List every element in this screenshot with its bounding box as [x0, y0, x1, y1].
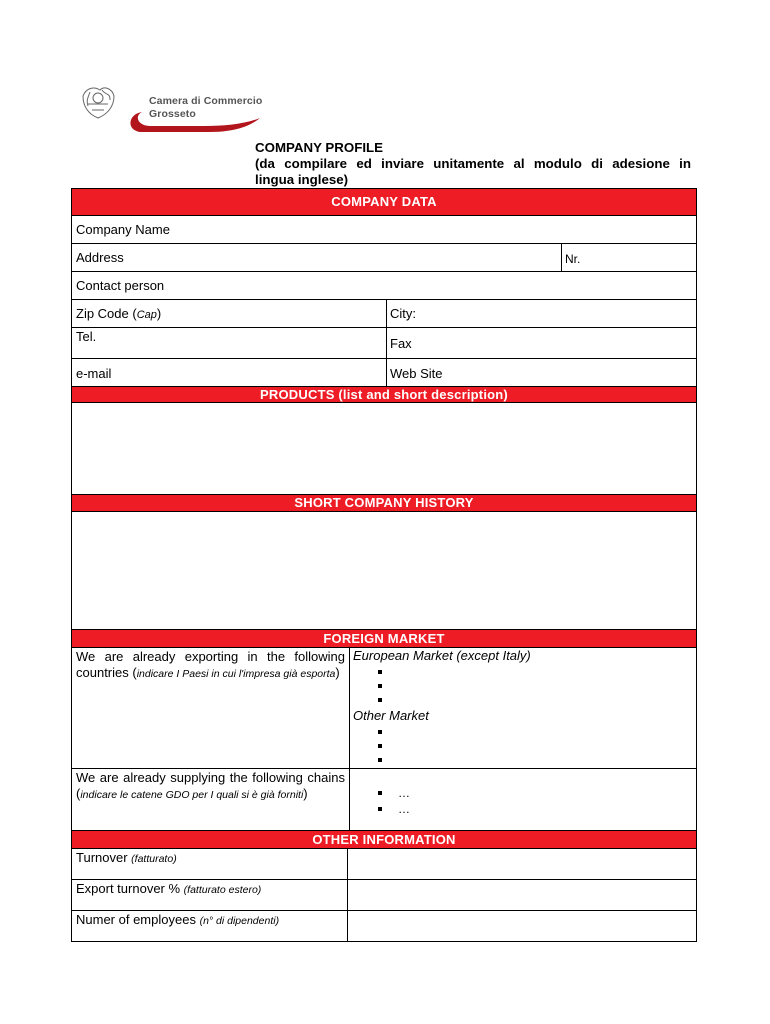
bullet-icon — [378, 744, 382, 748]
turnover-label — [72, 849, 347, 879]
web-site-field[interactable] — [386, 359, 696, 386]
exporting-text: We are already exporting in the following countries ( — [76, 649, 345, 680]
european-market-list — [353, 664, 692, 706]
bullet-icon — [378, 698, 382, 702]
export-turnover-text: Export turnover % — [76, 881, 181, 896]
turnover-field[interactable] — [347, 849, 696, 879]
turnover-note: (fatturato) — [131, 853, 177, 865]
city-label: City: — [390, 306, 416, 321]
logo-line-1: Camera di Commercio — [149, 95, 263, 107]
exporting-label — [72, 648, 349, 768]
zip-cap-note: Cap — [136, 309, 157, 321]
city-field[interactable] — [386, 300, 696, 327]
bullet-icon — [378, 758, 382, 762]
employees-field[interactable] — [347, 911, 696, 941]
company-history-textarea[interactable] — [71, 511, 697, 629]
chain-item-text: … — [398, 786, 410, 800]
list-item[interactable] — [353, 724, 692, 738]
employees-label — [72, 911, 347, 941]
email-web-row — [71, 358, 697, 386]
address-row — [71, 243, 697, 271]
page-title — [255, 140, 691, 188]
logo-text — [149, 95, 262, 121]
tel-field[interactable] — [72, 328, 386, 358]
zip-close: ) — [156, 306, 162, 321]
exporting-row — [71, 647, 697, 768]
zip-code-label: Zip Code ( — [76, 306, 137, 321]
fax-label: Fax — [390, 336, 412, 351]
email-label: e-mail — [76, 366, 112, 381]
supplying-row — [71, 768, 697, 830]
chain-item-text: … — [398, 802, 410, 816]
company-name-row[interactable] — [71, 215, 697, 243]
turnover-text: Turnover — [76, 850, 128, 865]
web-site-label: Web Site — [390, 366, 443, 381]
logo-line-2: Grosseto — [149, 108, 196, 120]
email-field[interactable] — [72, 359, 386, 386]
address-field[interactable] — [72, 244, 561, 271]
supplying-text: We are already supplying the following chains ( — [76, 770, 345, 801]
other-market-list — [353, 724, 692, 766]
supplying-label — [72, 769, 349, 830]
products-textarea[interactable] — [71, 402, 697, 494]
tel-fax-row — [71, 327, 697, 358]
section-products: PRODUCTS (list and short description) — [71, 386, 697, 402]
employees-note: (n° di dipendenti) — [199, 915, 280, 927]
contact-person-row[interactable] — [71, 271, 697, 299]
company-profile-form — [71, 188, 697, 942]
list-item[interactable] — [353, 785, 692, 801]
employees-row — [71, 910, 697, 942]
bullet-icon — [378, 670, 382, 674]
title-line-1: COMPANY PROFILE — [255, 140, 384, 155]
contact-person-label: Contact person — [76, 278, 165, 293]
exporting-countries-field[interactable] — [349, 648, 696, 768]
export-turnover-row — [71, 879, 697, 910]
list-item[interactable] — [353, 678, 692, 692]
list-item[interactable] — [353, 752, 692, 766]
exporting-note: indicare I Paesi in cui l'impresa già esporta — [136, 668, 336, 680]
company-name-label: Company Name — [76, 222, 170, 237]
supplying-note: indicare le catene GDO per I quali si è già forniti — [80, 789, 304, 801]
supplying-chains-field[interactable] — [349, 769, 696, 830]
export-turnover-label — [72, 880, 347, 910]
list-item[interactable] — [353, 692, 692, 706]
coat-of-arms-icon — [83, 88, 114, 118]
chains-list — [353, 785, 692, 817]
nr-label: Nr. — [565, 252, 581, 266]
title-line-2: (da compilare ed inviare unitamente al modulo di adesione in — [255, 156, 691, 171]
exporting-close: ) — [335, 665, 340, 680]
list-item[interactable] — [353, 664, 692, 678]
list-item[interactable] — [353, 738, 692, 752]
zip-city-row — [71, 299, 697, 327]
section-foreign-market: FOREIGN MARKET — [71, 629, 697, 647]
bullet-icon — [378, 730, 382, 734]
fax-field[interactable] — [386, 328, 696, 358]
nr-field[interactable] — [561, 244, 696, 271]
export-turnover-field[interactable] — [347, 880, 696, 910]
address-label: Address — [76, 250, 124, 265]
zip-code-field[interactable] — [72, 300, 386, 327]
other-market-label: Other Market — [353, 708, 429, 723]
bullet-icon — [378, 684, 382, 688]
european-market-label: European Market (except Italy) — [353, 648, 531, 663]
section-other-information: OTHER INFORMATION — [71, 830, 697, 848]
section-company-data: COMPANY DATA — [71, 188, 697, 215]
list-item[interactable] — [353, 801, 692, 817]
title-line-3: lingua inglese) — [255, 172, 349, 187]
supplying-close: ) — [303, 786, 308, 801]
employees-text: Numer of employees — [76, 912, 196, 927]
bullet-icon — [378, 807, 382, 811]
bullet-icon — [378, 791, 382, 795]
export-turnover-note: (fatturato estero) — [183, 884, 262, 896]
turnover-row — [71, 848, 697, 879]
section-short-company-history: SHORT COMPANY HISTORY — [71, 494, 697, 511]
tel-label: Tel. — [76, 329, 97, 344]
